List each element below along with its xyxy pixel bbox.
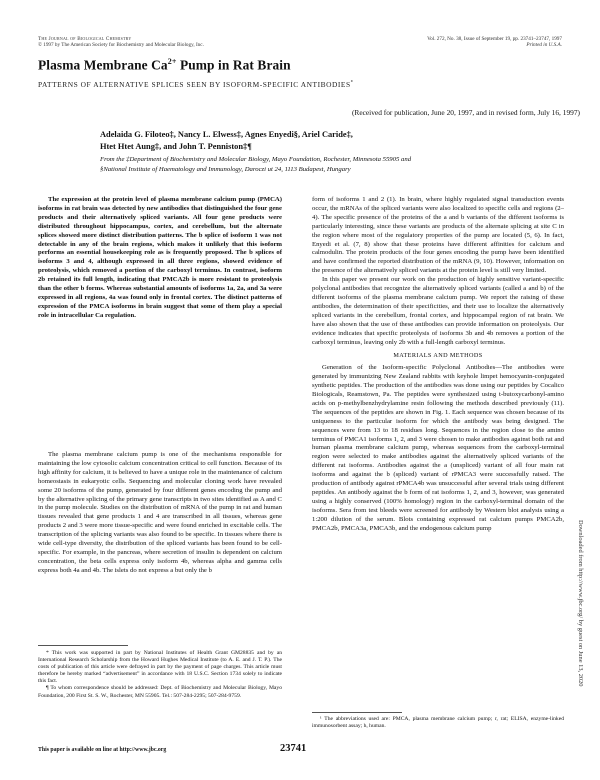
- author-list: [100, 129, 540, 152]
- journal-header: [38, 36, 318, 49]
- title-text: Plasma Membrane Ca: [38, 57, 168, 73]
- introduction: [38, 451, 282, 576]
- right-column: [312, 196, 564, 534]
- footnote-divider: [38, 645, 128, 646]
- footnote-funding: * This work was supported in part by National Institutes of Health Grant GM28835 and by an International Research Scholarship from the Howard Hughes Medical Institute (to A. E. and J. T. P.). The costs of publication of this article were defrayed in part by the payment of page charges. This article must therefore be hereby marked “advertisement” in accordance with 18 U.S.C. Section 1734 solely to indicate this fact.: [38, 650, 282, 685]
- article-subtitle: [38, 80, 568, 89]
- footnote-divider-right: [312, 712, 402, 713]
- footnotes-right: [312, 716, 564, 730]
- affiliation-line-2: §National Institute of Haematology and Immunology, Daroczi ut 24, 1113 Budapest, Hungary: [100, 165, 351, 173]
- issue-header: [300, 36, 562, 49]
- methods-paragraph: Generation of the Isoform-specific Polyclonal Antibodies—The antibodies were generated by immunizing New Zealand rabbits with keyhole limpet hemocyanin-conjugated synthetic peptides. The production of the antibodies was done using our peptides by Cocalico Biologicals, Reamstown, Pa. The peptides were synthesized using t-butoxycarbonyl-amino acids on p-methylbenzhydrylamine resin following the methods described previously (11). The sequences of the peptides are shown in Fig. 1. Each sequence was chosen because of its uniqueness to the particular isoform for which the antibody was being designed. The sequences were from 13 to 18 residues long. Sequences in the region close to the amino terminus of PMCA1 isoforms 1, 2, and 3 were chosen to make antibodies against both rat and human plasma membrane calcium pump, whereas sequences from the carboxyl-terminal region were selected to make antibodies against the alternatively spliced variants of the different rat isoforms. Antibodies against the a (unspliced) variant of all four main rat isoforms and against the b (spliced) variant of rPMCA3 were successfully raised. The production of antibody against rPMCA4b was unsuccessful after several trials using different peptides. An antibody against the b form of rat isoforms 1, 2, and 3, however, was generated using a highly conserved (100% homology) region in the carboxyl-terminal domain of the isoforms. Sera from test bleeds were screened for antibody by Western blot analysis using a 1:200 dilution of the serum. Blots containing expressed rat calcium pumps PMCA2b, PMCA2b, PMCA3a, PMCA3b, and the endogenous calcium pump: [312, 364, 564, 532]
- printed-in: Printed in U.S.A.: [526, 42, 562, 49]
- journal-name: The Journal of Biological Chemistry: [38, 36, 132, 42]
- affiliation-line-1: From the ‡Department of Biochemistry and Molecular Biology, Mayo Foundation, Rochester, Minnesota 55905 and: [100, 156, 412, 163]
- article-title: [38, 57, 568, 73]
- intro-paragraph: The plasma membrane calcium pump is one of the mechanisms responsible for maintaining the low cytosolic calcium concentration critical to cell function. Because of its high affinity for calcium, it is believed to have a unique role in the maintenance of calcium homeostasis in eukaryotic cells. Sequencing and molecular cloning work have revealed some 20 isoforms of the pump, generated by four different genes encoding the pump and by the alternative splicing of the primary gene transcripts in two sites identified as A and C in the pump molecule. Studies on the distribution of mRNA of the pump in rat and human tissues revealed that gene products 1 and 4 are transcribed in all tissues, whereas gene products 2 and 3 were more tissue-specific and were found enriched in excitable cells. The transcription of the splicing variants was also found to be specific. In tissues where there is wide cell-type diversity, the distribution of the spliced variants has been found to be cell-specific. For example, in the pancreas, where secretion of insulin is dependent on calcium concentration, the beta cells express only isoform 4b, whereas alpha and gamma cells express both 4a and 4b. The islets do not express a but only the b: [38, 451, 282, 574]
- right-paragraph-1: form of isoforms 1 and 2 (1). In brain, where highly regulated signal transduction events occur, the mRNAs of the spliced variants were also localized to specific cells and regions (2–4). The specific presence of the proteins of the a and b variants of the different isoforms is particularly interesting, since these variants are products of the alternate splicing at site C in the region where most of the regulatory properties of the pump are located (5, 6). In fact, Enyedi et al. (7, 8) show that these proteins have different affinities for calcium and calmodulin. The protein products of the four genes encoding the pump have been identified and have confirmed the reported distribution of the mRNA (9, 10). However, information on the presence of the alternatively spliced variants at the protein level is still very limited.: [312, 196, 564, 275]
- volume-line: Vol. 272, No. 38, Issue of September 19, pp. 23741–23747, 1997: [427, 36, 562, 42]
- affiliations: [100, 155, 540, 174]
- footnotes-left: [38, 650, 282, 700]
- authors-line-2: Htet Htet Aung‡, and John T. Penniston‡¶: [100, 141, 252, 151]
- section-heading: MATERIALS AND METHODS: [393, 352, 483, 360]
- page-number: 23741: [280, 743, 307, 754]
- download-watermark[interactable]: Downloaded from http://www.jbc.org/ by guest on June 13, 2020: [577, 520, 584, 687]
- copyright-line: © 1997 by The American Society for Biochemistry and Molecular Biology, Inc.: [38, 42, 204, 49]
- footnote-correspondence: ¶ To whom correspondence should be addressed: Dept. of Biochemistry and Molecular Biology, Mayo Foundation, 200 First St. S. W., Rochester, MN 55905. Tel.: 507-284-2295; 507-284-9759.: [38, 685, 282, 699]
- abstract: [38, 196, 282, 321]
- subtitle-footnote-mark: *: [350, 80, 354, 86]
- subtitle-text: PATTERNS OF ALTERNATIVE SPLICES SEEN BY ISOFORM-SPECIFIC ANTIBODIES: [38, 80, 351, 89]
- authors-line-1: Adelaida G. Filoteo‡, Nancy L. Elwess‡, Agnes Enyedi§, Ariel Caride‡,: [100, 130, 353, 139]
- footnote-abbreviations: ¹ The abbreviations used are: PMCA, plasma membrane calcium pump; r, rat; ELISA, enzyme-linked immunosorbent assay; h, human.: [312, 716, 564, 730]
- right-paragraph-2: In this paper we present our work on the production of highly sensitive variant-specific polyclonal antibodies that recognize the alternatively spliced variants (called a and b) of the different isoforms of the plasma membrane calcium pump. We report the raising of these antibodies, the determination of their specificities, and their use to localize the alternatively spliced variants in the cerebellum, frontal cortex, and hippocampal region of rat brain. We have also shown that the use of these antibodies can provide information on proteolysis. Our evidence indicates that specific proteolysis of isoforms 3b and 4b removes a portion of the carboxyl terminus, leaving only 2b with a full-length carboxyl terminus.: [312, 276, 564, 346]
- received-dates: (Received for publication, June 20, 1997, and in revised form, July 16, 1997): [351, 108, 580, 117]
- abstract-text: The expression at the protein level of plasma membrane calcium pump (PMCA) isoforms in rat brain was detected by new antibodies that distinguished the four gene products and their alternatively spliced variants. All four gene products were distributed throughout hippocampus, cortex, and cerebellum, but the alternate splices showed more distinct distribution patterns. The b splice of isoform 1 was not detectable in any of the brain regions, which makes it unlikely that this isoform performs an essential housekeeping role as is frequently proposed. The b splices of isoforms 3 and 4, although expressed in all three regions, showed evidence of proteolysis, which removed a portion of the carboxyl terminus. In contrast, isoform 2b retained its full length, indicating that PMCA2b is more resistant to proteolysis than the other b forms. Whereas substantial amounts of isoforms 1a, 2a, and 3a were expressed in all regions, 4a was found only in frontal cortex. The distinct patterns of expression of the PMCA isoforms in brain suggest that some of them play a special role in intracellular Ca regulation.: [38, 196, 282, 319]
- title-superscript: 2+: [167, 57, 177, 66]
- availability-note[interactable]: This paper is available on line at http://www.jbc.org: [38, 747, 167, 753]
- title-text-end: Pump in Rat Brain: [176, 57, 291, 73]
